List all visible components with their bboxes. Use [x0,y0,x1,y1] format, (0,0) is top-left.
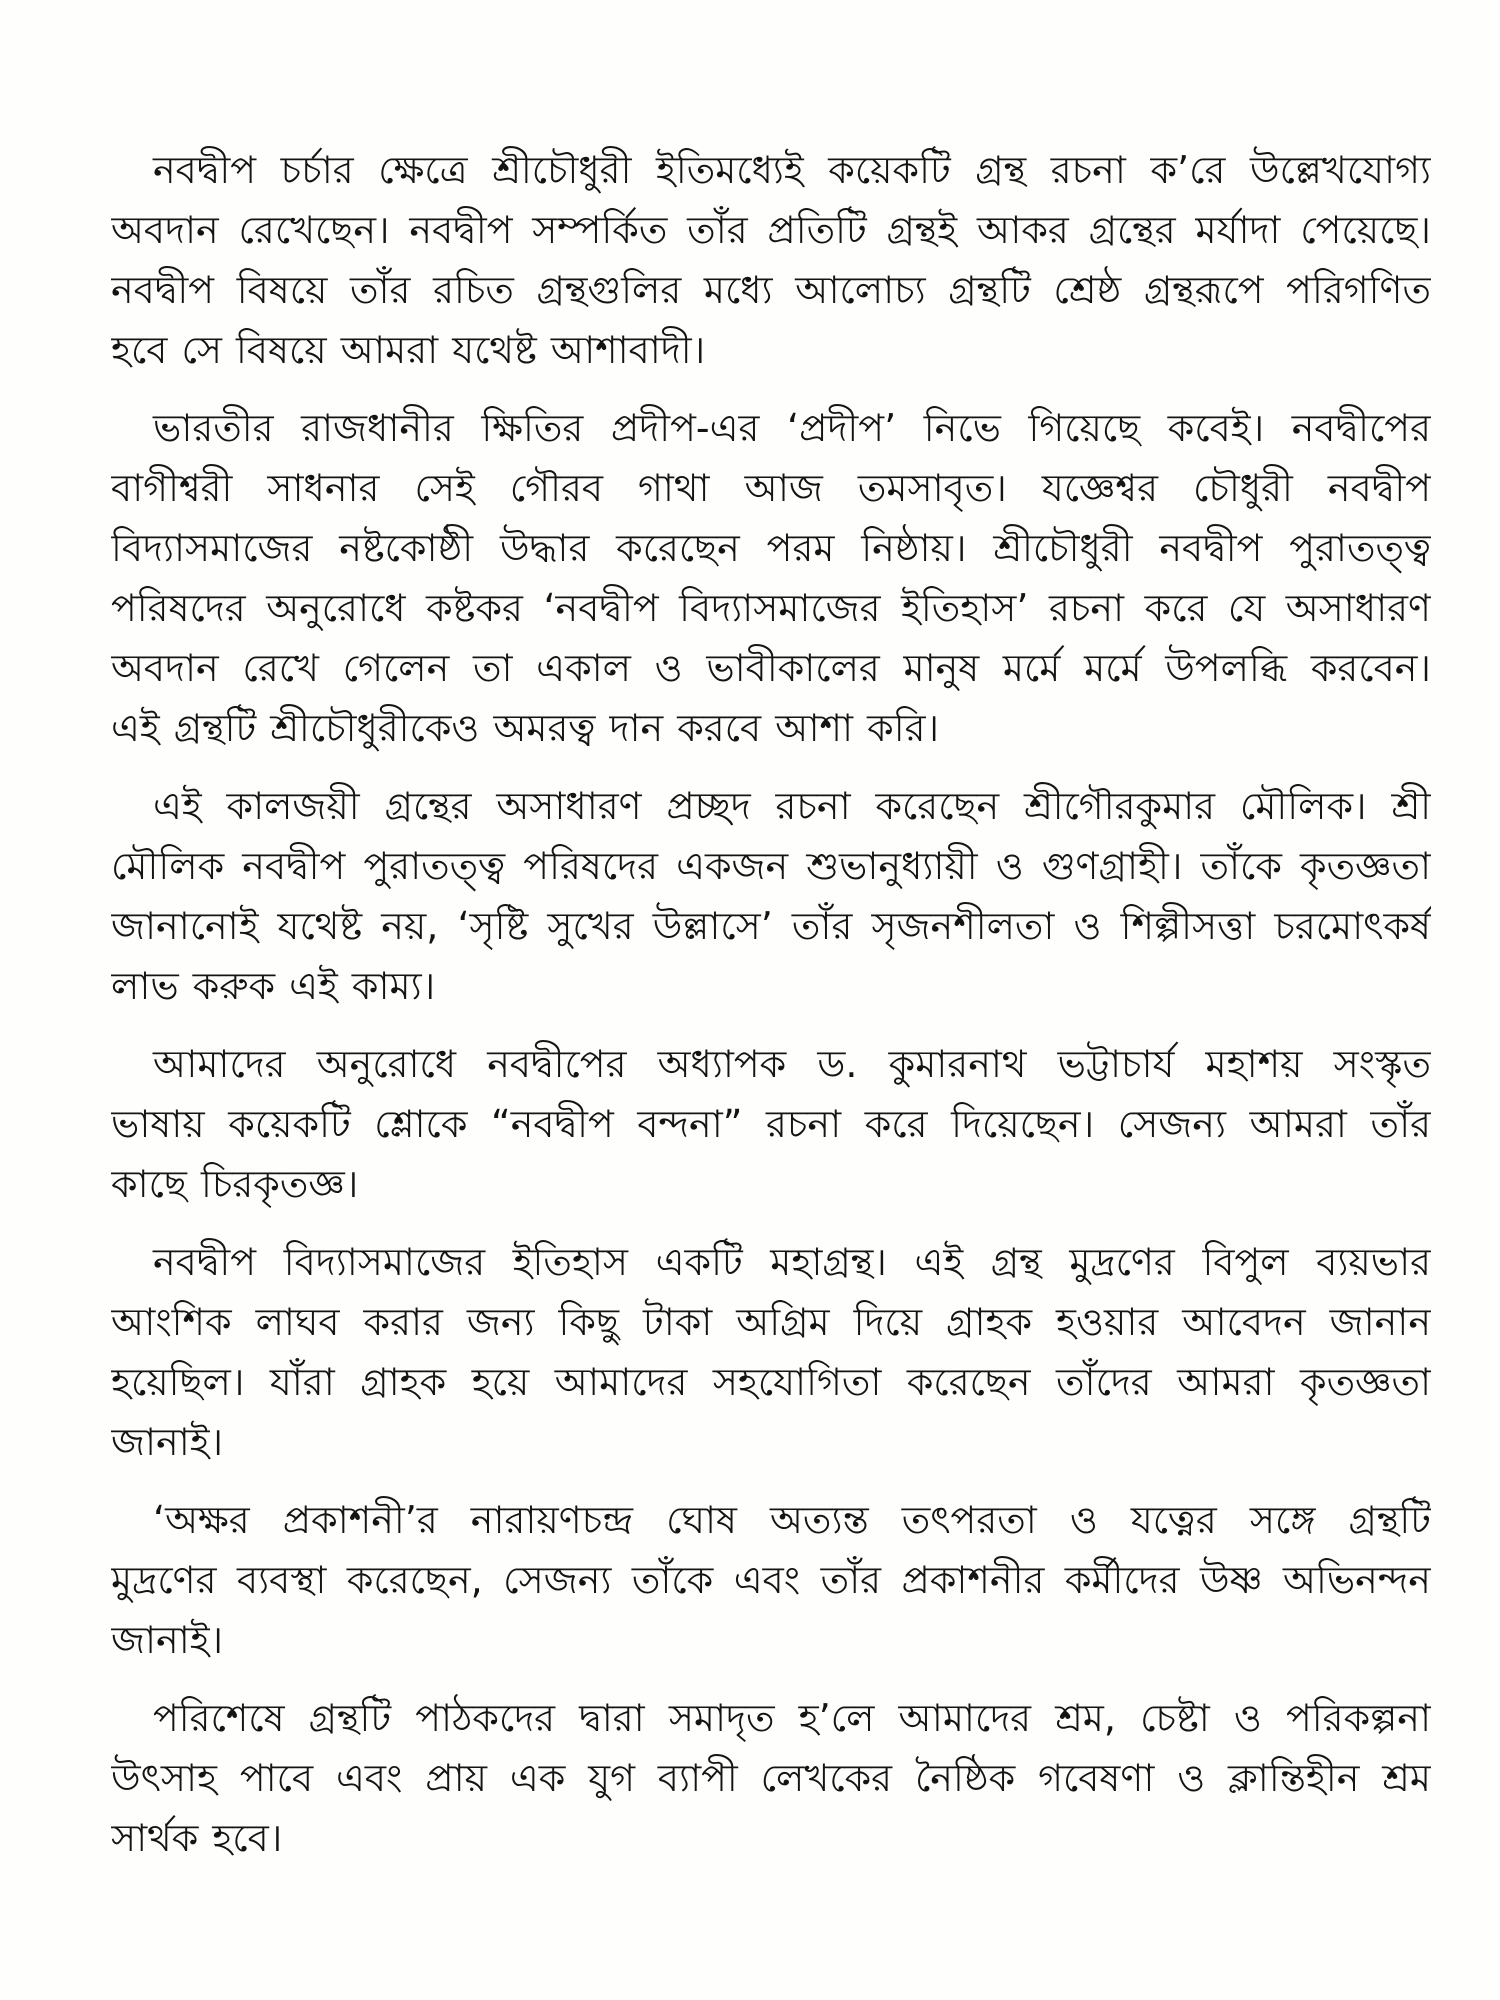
paragraph-line: অবদান রেখেছেন। নবদ্বীপ সম্পর্কিত তাঁর প্রতিটি গ্রন্থই আকর গ্রন্থের মর্যাদা পেয়েছে। [111,208,1431,252]
paragraph-line: কাছে চিরকৃতজ্ঞ। [111,1162,359,1206]
paragraph-2 [111,398,1431,758]
paragraph-line: নবদ্বীপ বিদ্যাসমাজের ইতিহাস একটি মহাগ্রন্থ। এই গ্রন্থ মুদ্রণের বিপুল ব্যয়ভার [153,1240,1431,1284]
paragraph-line: ভারতীর রাজধানীর ক্ষিতির প্রদীপ-এর ‘প্রদীপ’ নিভে গিয়েছে কবেই। নবদ্বীপের [153,406,1431,450]
paragraph-6 [111,1490,1431,1670]
paragraph-line: নবদ্বীপ বিষয়ে তাঁর রচিত গ্রন্থগুলির মধ্যে আলোচ্য গ্রন্থটি শ্রেষ্ঠ গ্রন্থরূপে পরিগণিত [111,268,1431,312]
paragraph-line: এই গ্রন্থটি শ্রীচৌধুরীকেও অমরত্ব দান করবে আশা করি। [111,706,940,750]
paragraph-line: জানানোই যথেষ্ট নয়, ‘সৃষ্টি সুখের উল্লাসে’ তাঁর সৃজনশীলতা ও শিল্পীসত্তা চরমোৎকর্ষ [111,904,1431,948]
paragraph-line: এই কালজয়ী গ্রন্থের অসাধারণ প্রচ্ছদ রচনা করেছেন শ্রীগৌরকুমার মৌলিক। শ্রী [153,784,1431,828]
paragraph-line: জানাই। [111,1420,224,1464]
paragraph-line: লাভ করুক এই কাম্য। [111,964,436,1008]
paragraph-line: অবদান রেখে গেলেন তা একাল ও ভাবীকালের মানুষ মর্মে মর্মে উপলব্ধি করবেন। [111,646,1431,690]
paragraph-line: জানাই। [111,1618,224,1662]
paragraph-5 [111,1232,1431,1472]
paragraph-line: ‘অক্ষর প্রকাশনী’র নারায়ণচন্দ্র ঘোষ অত্যন্ত তৎপরতা ও যত্নের সঙ্গে গ্রন্থটি [153,1498,1431,1542]
paragraph-line: আংশিক লাঘব করার জন্য কিছু টাকা অগ্রিম দিয়ে গ্রাহক হওয়ার আবেদন জানান [111,1300,1431,1344]
paragraph-line: আমাদের অনুরোধে নবদ্বীপের অধ্যাপক ড. কুমারনাথ ভট্টাচার্য মহাশয় সংস্কৃত [153,1042,1431,1086]
paragraph-1 [111,140,1431,380]
paragraph-line: উৎসাহ পাবে এবং প্রায় এক যুগ ব্যাপী লেখকের নৈষ্ঠিক গবেষণা ও ক্লান্তিহীন শ্রম [111,1756,1431,1800]
paragraph-line: ভাষায় কয়েকটি শ্লোকে “নবদ্বীপ বন্দনা” রচনা করে দিয়েছেন। সেজন্য আমরা তাঁর [111,1102,1431,1146]
paragraph-line: নবদ্বীপ চর্চার ক্ষেত্রে শ্রীচৌধুরী ইতিমধ্যেই কয়েকটি গ্রন্থ রচনা ক’রে উল্লেখযোগ্য [153,148,1431,192]
paragraph-line: হবে সে বিষয়ে আমরা যথেষ্ট আশাবাদী। [111,328,706,372]
paragraph-4 [111,1034,1431,1214]
paragraph-line: হয়েছিল। যাঁরা গ্রাহক হয়ে আমাদের সহযোগিতা করেছেন তাঁদের আমরা কৃতজ্ঞতা [111,1360,1431,1404]
paragraph-3 [111,776,1431,1016]
paragraph-7 [111,1688,1431,1868]
paragraph-line: বাগীশ্বরী সাধনার সেই গৌরব গাথা আজ তমসাবৃত। যজ্ঞেশ্বর চৌধুরী নবদ্বীপ [111,466,1431,510]
paragraph-line: বিদ্যাসমাজের নষ্টকোষ্ঠী উদ্ধার করেছেন পরম নিষ্ঠায়। শ্রীচৌধুরী নবদ্বীপ পুরাতত্ত্ব [111,526,1431,570]
paragraph-line: সার্থক হবে। [111,1816,283,1860]
body-text [111,140,1431,1886]
paragraph-line: পরিষদের অনুরোধে কষ্টকর ‘নবদ্বীপ বিদ্যাসমাজের ইতিহাস’ রচনা করে যে অসাধারণ [111,586,1431,630]
paragraph-line: মৌলিক নবদ্বীপ পুরাতত্ত্ব পরিষদের একজন শুভানুধ্যায়ী ও গুণগ্রাহী। তাঁকে কৃতজ্ঞতা [111,844,1431,888]
paragraph-line: মুদ্রণের ব্যবস্থা করেছেন, সেজন্য তাঁকে এবং তাঁর প্রকাশনীর কর্মীদের উষ্ণ অভিনন্দন [111,1558,1431,1602]
paragraph-line: পরিশেষে গ্রন্থটি পাঠকদের দ্বারা সমাদৃত হ’লে আমাদের শ্রম, চেষ্টা ও পরিকল্পনা [153,1696,1431,1740]
